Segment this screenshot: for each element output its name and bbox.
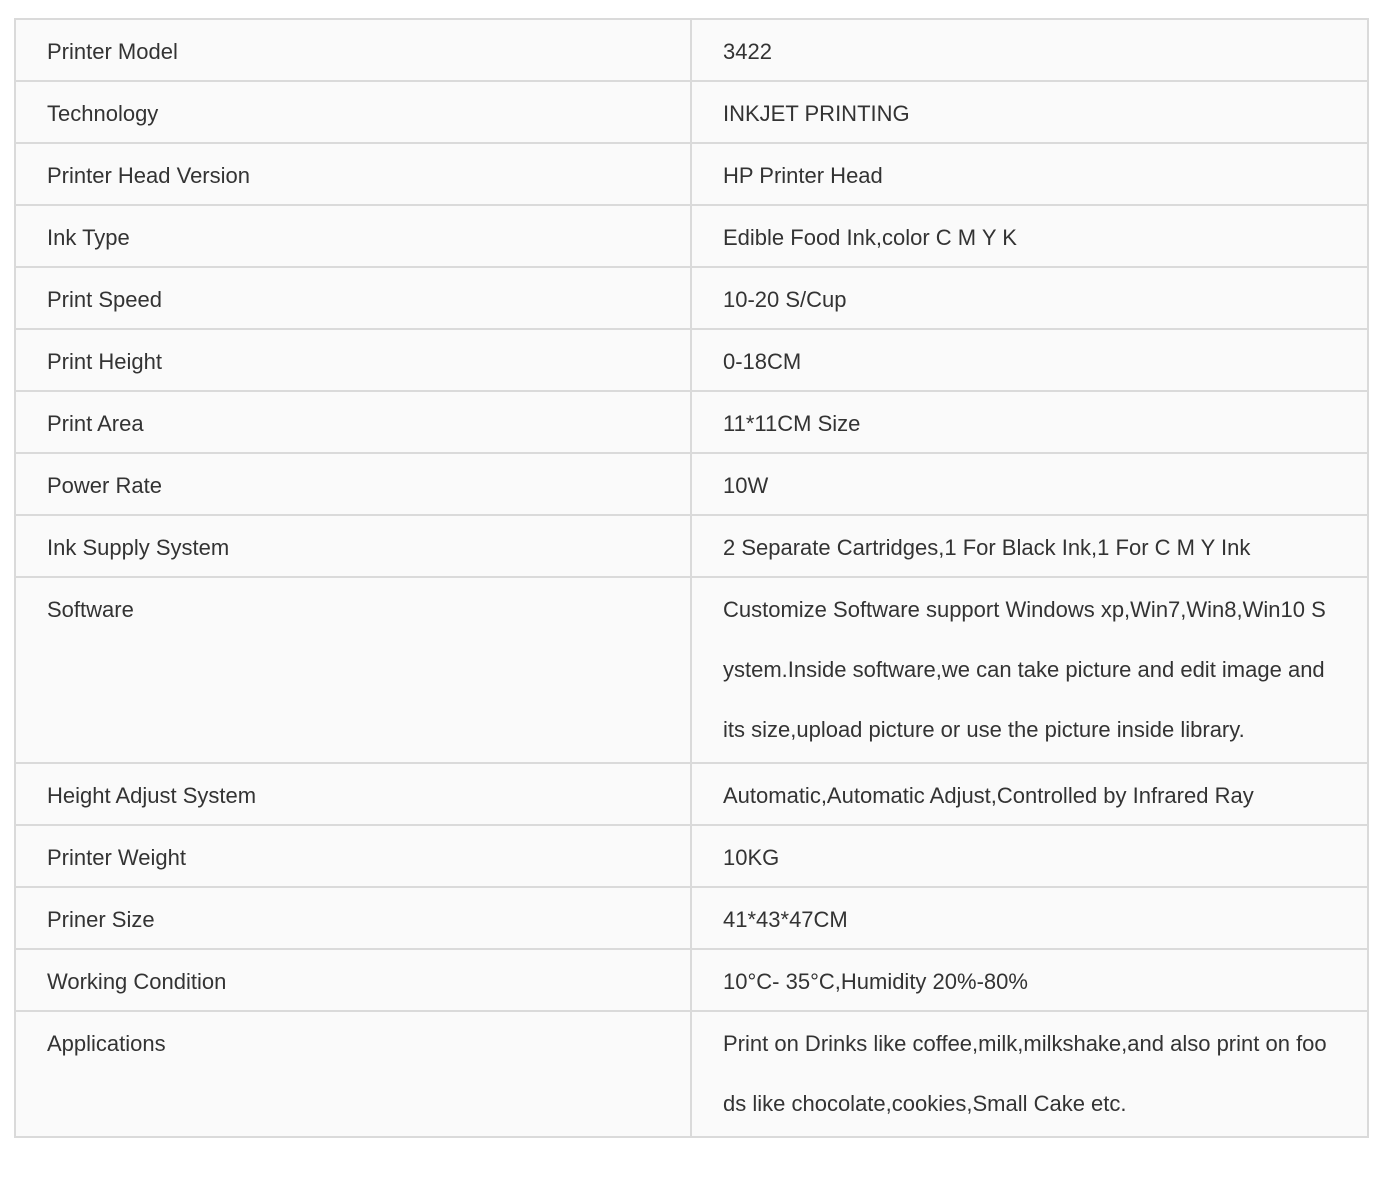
spec-value: Print on Drinks like coffee,milk,milkshake,and also print on foods like chocolate,cookies,Small Cake etc. <box>691 1011 1368 1137</box>
spec-value: 2 Separate Cartridges,1 For Black Ink,1 For C M Y Ink <box>691 515 1368 577</box>
spec-label: Power Rate <box>15 453 691 515</box>
spec-label: Printer Weight <box>15 825 691 887</box>
spec-table <box>14 18 1369 1138</box>
spec-label: Height Adjust System <box>15 763 691 825</box>
spec-label: Technology <box>15 81 691 143</box>
spec-value: 10W <box>691 453 1368 515</box>
spec-value: Edible Food Ink,color C M Y K <box>691 205 1368 267</box>
spec-value: 0-18CM <box>691 329 1368 391</box>
spec-label: Printer Model <box>15 19 691 81</box>
table-row <box>15 453 1368 515</box>
table-row <box>15 949 1368 1011</box>
spec-value: 10KG <box>691 825 1368 887</box>
table-row <box>15 267 1368 329</box>
spec-value: 11*11CM Size <box>691 391 1368 453</box>
spec-label: Ink Type <box>15 205 691 267</box>
table-row <box>15 329 1368 391</box>
table-row <box>15 577 1368 763</box>
spec-label: Working Condition <box>15 949 691 1011</box>
spec-value: Automatic,Automatic Adjust,Controlled by Infrared Ray <box>691 763 1368 825</box>
spec-value: 10°C- 35°C,Humidity 20%-80% <box>691 949 1368 1011</box>
spec-value: 3422 <box>691 19 1368 81</box>
spec-label: Printer Head Version <box>15 143 691 205</box>
spec-label: Applications <box>15 1011 691 1137</box>
spec-value: 10-20 S/Cup <box>691 267 1368 329</box>
table-row <box>15 81 1368 143</box>
table-row <box>15 763 1368 825</box>
table-row <box>15 143 1368 205</box>
spec-label: Print Speed <box>15 267 691 329</box>
table-row <box>15 391 1368 453</box>
spec-label: Print Area <box>15 391 691 453</box>
table-row <box>15 515 1368 577</box>
table-row <box>15 887 1368 949</box>
spec-value: 41*43*47CM <box>691 887 1368 949</box>
spec-label: Software <box>15 577 691 763</box>
table-row <box>15 205 1368 267</box>
table-row <box>15 825 1368 887</box>
spec-label: Priner Size <box>15 887 691 949</box>
spec-value: INKJET PRINTING <box>691 81 1368 143</box>
spec-label: Print Height <box>15 329 691 391</box>
spec-value: HP Printer Head <box>691 143 1368 205</box>
table-row <box>15 1011 1368 1137</box>
spec-value: Customize Software support Windows xp,Win7,Win8,Win10 System.Inside software,we can take picture and edit image and its size,upload picture or use the picture inside library. <box>691 577 1368 763</box>
table-row <box>15 19 1368 81</box>
spec-label: Ink Supply System <box>15 515 691 577</box>
